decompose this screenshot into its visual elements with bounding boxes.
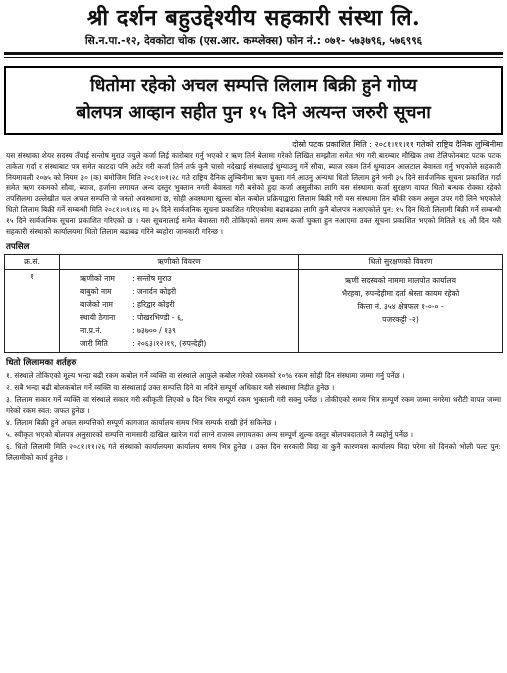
terms-section-title: धितो लिलामका शर्तहरु [6, 358, 77, 369]
header-divider-thin [4, 57, 503, 58]
list-item: २. सबै भन्दा बढी बोलकबोल गर्ने व्यक्ति वा संस्थालाई उक्त सम्पत्ति दिने वा नदिने सम्पूर्ण अधिकार यसै संस्थामा निहीत हुनेछ । [6, 383, 335, 393]
serial-number-cell: १ [5, 270, 60, 353]
collateral-line: ऋणी सदस्यको नाममा मालपोत कार्यालय [344, 276, 457, 286]
list-item: ३. लिलाम सकार गर्ने व्यक्ति वा संस्थाले सकार गरी स्वीकृती लिएको ७ दिन भित्र सम्पूर्ण रकम भुक्तानी गरी सक्नु पर्नेछ । तोकीएको समय भित्र सम्पूर्ण रकम जम्मा नगरेमा धरौटी वापत जम्मा गरेको रकम स्वत: जफत हुनेछ । [6, 395, 501, 416]
notice-title-line-1: धितोमा रहेको अचल सम्पत्ति लिलाम बिक्री हुने गोप्य [90, 76, 417, 96]
column-header-borrower: ऋणीको विवरण [60, 255, 299, 270]
terms-list [4, 370, 503, 463]
notice-title-box [4, 66, 503, 135]
notice-title-line-2: बोलपत्र आव्हान सहीत पुन १५ दिने अत्यन्त जरुरी सूचना [76, 103, 431, 123]
collateral-line: पजरकट्टी -२) [382, 315, 419, 325]
field-label: बाबुको नाम [80, 287, 112, 297]
list-item: १. संस्थाले तोकिएको मूल्य भन्दा बढी रकम कबोल गर्ने व्यक्ति वा संस्थाले आफुले कबोल गरेको रकमको १०% रकम सोही दिन संस्थामा जम्मा गर्नु पर्नेछ । [6, 371, 405, 381]
column-header-collateral: धितो सुरक्षणको विवरण [299, 255, 503, 270]
details-table-header-row [5, 255, 503, 270]
publication-date-note: दोस्रो पटक प्रकाशित मिति : २०८१।११।११ गतेको राष्ट्रिय दैनिक लुम्बिनीमा [292, 140, 503, 149]
field-value: : जनार्दन कोइरी [132, 287, 177, 297]
collateral-details-cell [299, 270, 503, 353]
collateral-line: भैरहवा, रुपन्देहीमा दर्ता श्रेस्ता कायम रहेको [341, 289, 460, 299]
borrower-field [64, 272, 294, 285]
borrower-details-cell [60, 270, 299, 353]
field-value: : ७३७०० / १३९ [132, 326, 176, 336]
field-label: ना.प्र.नं. [80, 326, 102, 336]
column-header-serial: क्र.सं. [5, 255, 60, 270]
header-divider-thick [4, 52, 503, 55]
organization-name: श्री दर्शन बहुउद्देश्यीय सहकारी संस्था लि. [86, 5, 421, 31]
collateral-line: कित्ता नं. ३५४ क्षेत्रफल १-०-० - [357, 302, 444, 312]
field-value: : सन्तोष मुराउ [132, 274, 172, 284]
field-label: जारी मिति [80, 339, 108, 349]
list-item: ४. लिलाम बिक्री हुने अचल सम्पत्तिको सम्पूर्ण कागजात कार्यालय समय भित्र सम्पर्क राखी हेर्न सकिनेछ । [6, 418, 277, 428]
details-section-title: तपसिल [6, 242, 30, 253]
list-item: ५. स्वीकृत भएको बोलपत्र अनुसारको सम्पत्ति नामसारी दाखिल खारेज गर्दा लाग्ने राजस्व लगायतका अन्य सम्पूर्ण शुल्क दस्तुर बोलपत्रदाताले नै व्यहोर्नु पर्नेछ । [6, 430, 414, 440]
field-label: ऋणीको नाम [80, 274, 115, 284]
table-row [5, 270, 503, 353]
field-value: : हरिद्वार कोइरी [132, 300, 175, 310]
field-value: : २०६३।१२।१९, (रुपन्देही) [132, 339, 207, 349]
list-item: ६. धितो लिलामी मिति २०८१।११।२६ गते संस्थाको कार्यालयमा कार्यालय समय भित्र हुनेछ । उक्त दिन सरकारी विदा वा कुनै कारणवस कार्यालय विदा परेमा सो दिनको भोली पल्ट पुन: लिलामीको कार्य हुनेछ । [6, 442, 501, 463]
field-label: स्थायी ठेगाना [80, 313, 116, 323]
borrower-field [64, 324, 294, 337]
borrower-field [64, 337, 294, 350]
borrower-field [64, 298, 294, 311]
field-value: : पोखरभिण्डी - ६, [132, 313, 184, 323]
letterhead [4, 0, 503, 58]
borrower-field [64, 311, 294, 324]
organization-address: सि.न.पा.-१२, देवकोटा चोक (एस.आर. कम्प्लेक्स) फोन नं.: ०७१- ५७३७९६, ५७६९९६ [84, 35, 423, 47]
field-label: बाजेको नाम [80, 300, 113, 310]
borrower-field [64, 285, 294, 298]
details-table [4, 254, 503, 353]
notice-body-paragraph: यस संस्थाका शेयर सदस्य तँपाई सन्तोष मुराउ ज्युले कर्जा लिई कारोबार गर्नु भएको र ऋण तिर्न बेलामा गरेको लिखित सम्झौता समेत भंग गरी बारम्बार मौखिक तथा टेलिफोनबाट पटक पटक ताकेता गर्दा र संस्थाबाट पत्र समेत काटदा पनि अटेर गरी कर्जा तिर्न तर्फ कुनै चासो नदेखाई संस्थालाई धुम्याउनु गर्ने सौवा, ब्याज रकम तिर्न धुम्याउन आलटाल बेवास्ता गर्नु भएकोले सहकारी नियमावली २०७५ को नियम ३० (क) बमोजिम मिति २०८१।०१।२८ गते राष्ट्रिय दैनिक लुम्बिनीमा ऋण चुक्ता गर्न आउनु अन्यथा धितो लिलाम हुने भनी ३५ दिने सार्वजनिक सूचना प्रकाशित गर्दा समेत ऋण रकमको सौवा, ब्याज, हर्जाना लगायत अन्य दस्तुर भुक्तान नगरी बेवास्ता गरी बसेको हुदा कर्जा असुलीका लागि यस संस्थामा कर्जा सुरक्षण वापत धितो बन्धक रोक्का रहेको तपसिलमा उल्लेखीत चल अचल सम्पत्ति जे जस्तो अवस्थामा छ, सोही अवस्थामा खुल्ला बोल कबोल प्रक्रियाद्वारा लिलाम बिक्री गरी यस संस्थामा तिन बाँकी रकम असुल उपर गरी लिने भएकोले धितो लिलाम बिक्री गर्ने सम्बन्धी मिति २०८१।०९।१६ मा ३५ दिने सार्वजनिक सूचना प्रकाशित गरिएकोमा बढाबढका लागि कुनै बोलपत्र नआएकोले पुन: १५ दिन धितो लिलामी बिक्री गर्ने सम्बन्धी १५ दिने सार्वजनिक सूचना प्रकाशित गरिएको छ । यस सूचनालाई समेत बेवास्ता गरी तोकिएको समय सम्म कर्जा चुक्ता हुन नआएमा उक्त सूचना प्रकाशित भएको मितिले १६ औं दिन यसै सहकारी संस्थाको कार्यालयमा धितो लिलाम बढाबढ गरिने ब्यहोरा जानकारी गरिन्छ । [6, 151, 501, 236]
